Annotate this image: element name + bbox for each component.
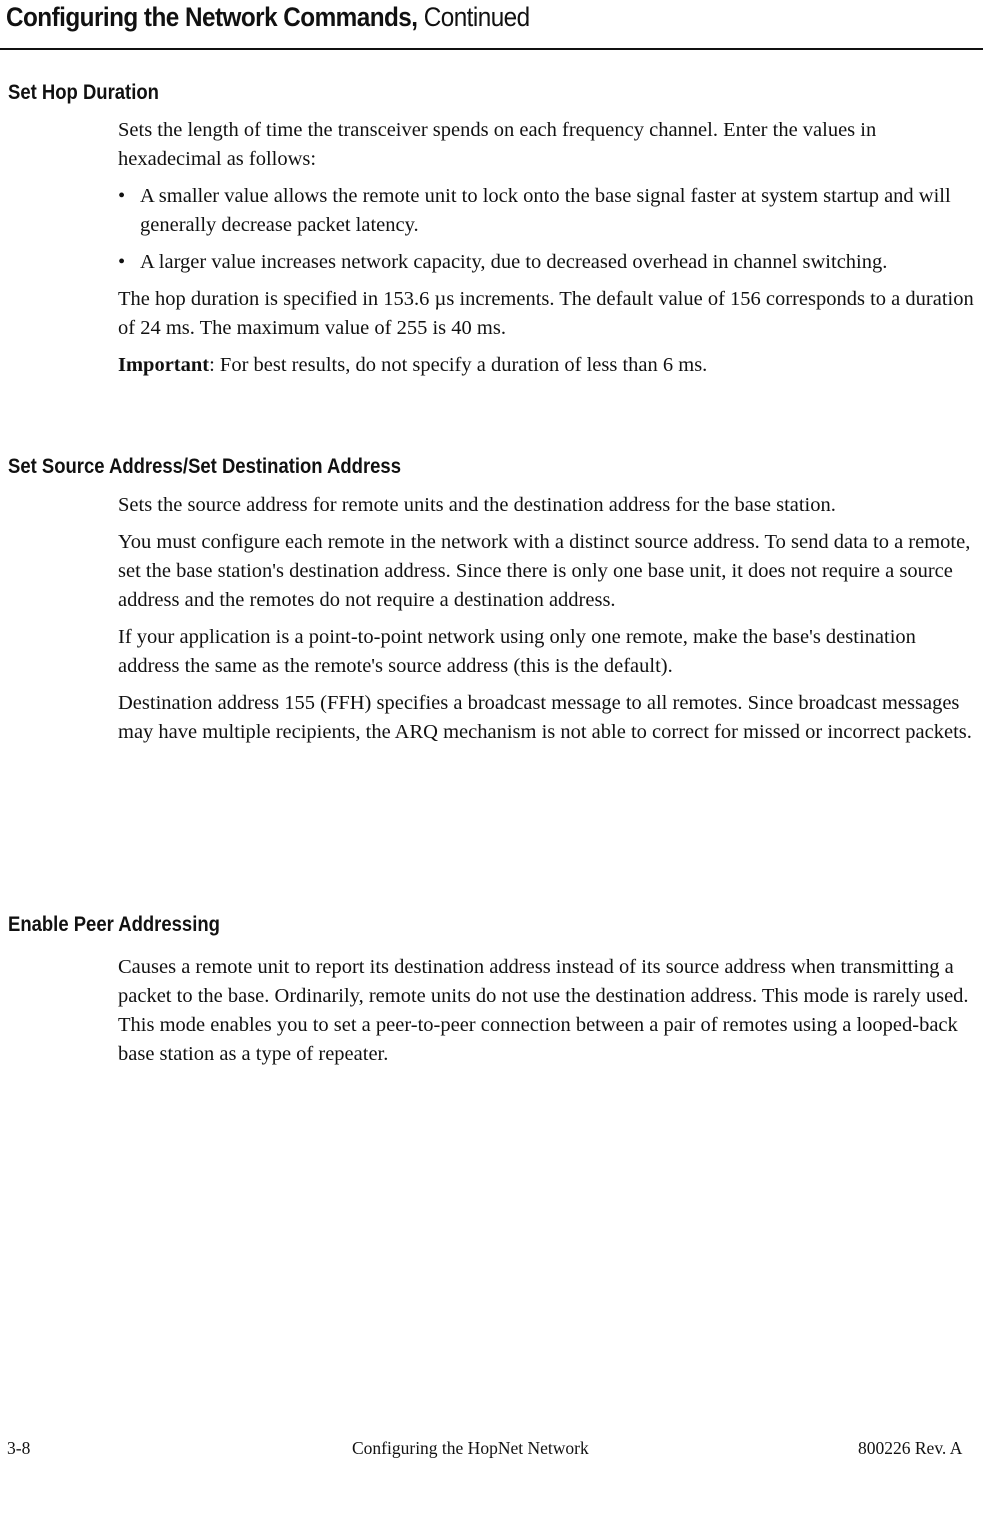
bullet-text: A larger value increases network capacity, due to decreased overhead in channel switching. — [140, 251, 888, 273]
paragraph: If your application is a point-to-point network using only one remote, make the base's destination address the same as the remote's source address (this is the default). — [118, 626, 916, 677]
section-heading-set-hop-duration: Set Hop Duration — [8, 81, 159, 104]
bullet-icon: • — [118, 185, 126, 207]
paragraph: The hop duration is specified in 153.6 µs increments. The default value of 156 corresponds to a duration of 24 ms. The maximum value of 255 is 40 ms. — [118, 288, 974, 339]
footer-document-id: 800226 Rev. A — [858, 1438, 963, 1458]
page-title — [6, 0, 530, 34]
important-note — [118, 351, 980, 380]
bullet-item — [118, 182, 980, 240]
section-heading-source-destination-address: Set Source Address/Set Destination Address — [8, 455, 401, 478]
page-title-continued: Continued — [417, 2, 530, 32]
bullet-item — [118, 248, 980, 277]
paragraph: Causes a remote unit to report its destination address instead of its source address when transmitting a packet to the base. Ordinarily, remote units do not use the destination address. This mode is rarely used. This mode enables you to set a peer-to-peer connection between a pair of remotes using a looped-back base station as a type of repeater. — [118, 956, 969, 1065]
footer-chapter-title: Configuring the HopNet Network — [352, 1438, 589, 1458]
paragraph: Sets the length of time the transceiver spends on each frequency channel. Enter the values in hexadecimal as follows: — [118, 119, 877, 170]
important-text: : For best results, do not specify a duration of less than 6 ms. — [209, 354, 708, 376]
important-label: Important — [118, 354, 210, 376]
section-body-enable-peer-addressing — [118, 953, 980, 1069]
title-divider — [0, 48, 983, 50]
paragraph: Destination address 155 (FFH) specifies a broadcast message to all remotes. Since broadcast messages may have multiple recipients, the ARQ mechanism is not able to correct for missed or incorrect packets. — [118, 692, 972, 743]
paragraph: Sets the source address for remote units and the destination address for the base station. — [118, 494, 836, 516]
paragraph: You must configure each remote in the network with a distinct source address. To send data to a remote, set the base station's destination address. Since there is only one base unit, it does not require a source address and the remotes do not require a destination address. — [118, 531, 971, 611]
bullet-text: A smaller value allows the remote unit to lock onto the base signal faster at system startup and will generally decrease packet latency. — [140, 185, 951, 236]
footer-page-number: 3-8 — [7, 1438, 31, 1458]
section-heading-enable-peer-addressing: Enable Peer Addressing — [8, 913, 220, 936]
section-body-source-destination-address — [118, 491, 980, 747]
bullet-icon: • — [118, 251, 126, 273]
page-title-main: Configuring the Network Commands, — [6, 2, 418, 32]
section-body-set-hop-duration — [118, 116, 980, 380]
